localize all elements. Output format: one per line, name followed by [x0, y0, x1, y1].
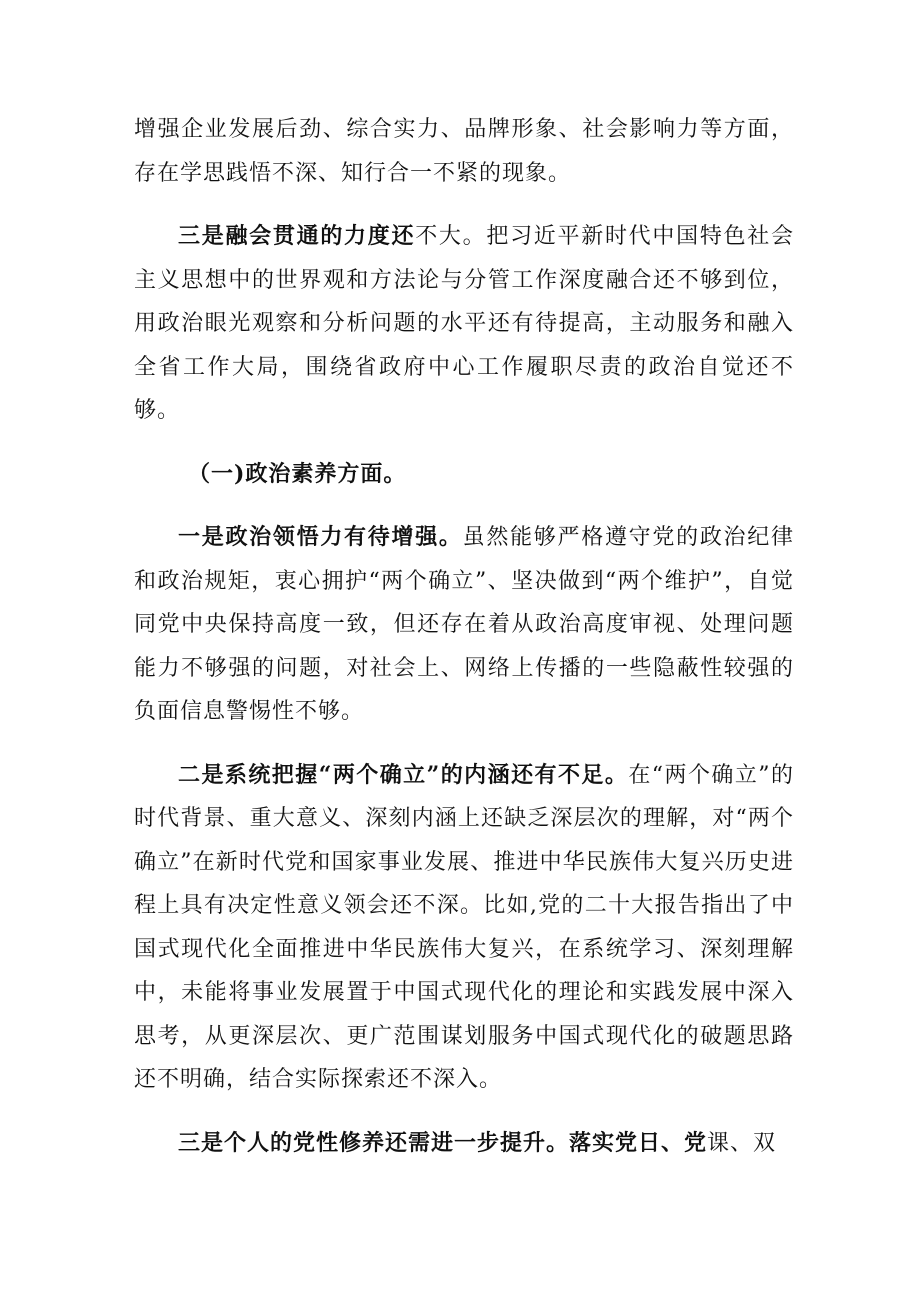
paragraph-political-understanding — [134, 516, 794, 734]
paragraph-text: 增强企业发展后劲、综合实力、品牌形象、社会影响力等方面，存在学思践悟不深、知行合一不紧的现象。 — [134, 117, 794, 186]
paragraph-lead: 一是政治领悟力有待增强。 — [178, 524, 463, 550]
paragraph-party-spirit — [134, 1122, 794, 1166]
section-heading — [134, 453, 794, 497]
paragraph-text: 在“两个确立”的时代背景、重大意义、深刻内涵上还缺乏深层次的理解，对“两个确立”在新时代党和国家事业发展、推进中华民族伟大复兴历史进程上具有决定性意义领会还不深。比如,党的二十大报告指出了中国式现代化全面推进中华民族伟大复兴，在系统学习、深刻理解中，未能将事业发展置于中国式现代化的理论和实践发展中深入思考，从更深层次、更广范围谋划服务中国式现代化的破题思路还不明确，结合实际探索还不深入。 — [134, 762, 794, 1092]
paragraph-text: 课、双 — [707, 1130, 777, 1156]
paragraph-text: 虽然能够严格遵守党的政治纪律和政治规矩，衷心拥护“两个确立”、坚决做到“两个维护”，自觉同党中央保持高度一致，但还存在着从政治高度审视、处理问题能力不够强的问题，对社会上、网络上传播的一些隐蔽性较强的负面信息警惕性不够。 — [134, 525, 794, 724]
document-body — [134, 108, 794, 1165]
paragraph-integration — [134, 215, 794, 433]
paragraph-lead: 三是融会贯通的力度还 — [178, 223, 416, 249]
paragraph-lead: 三是个人的党性修养还需进一步提升。落实党日、党 — [178, 1129, 708, 1156]
paragraph-lead: 二是系统把握“两个确立”的内涵还有不足。 — [178, 761, 629, 788]
paragraph-two-establishments — [134, 754, 794, 1102]
paragraph-text: 不大。把习近平新时代中国特色社会主义思想中的世界观和方法论与分管工作深度融合还不够到位，用政治眼光观察和分析问题的水平还有待提高，主动服务和融入全省工作大局，围绕省政府中心工作履职尽责的政治自觉还不够。 — [134, 224, 794, 423]
section-heading-text: （一)政治素养方面。 — [188, 460, 407, 487]
paragraph-continuation — [134, 108, 794, 195]
